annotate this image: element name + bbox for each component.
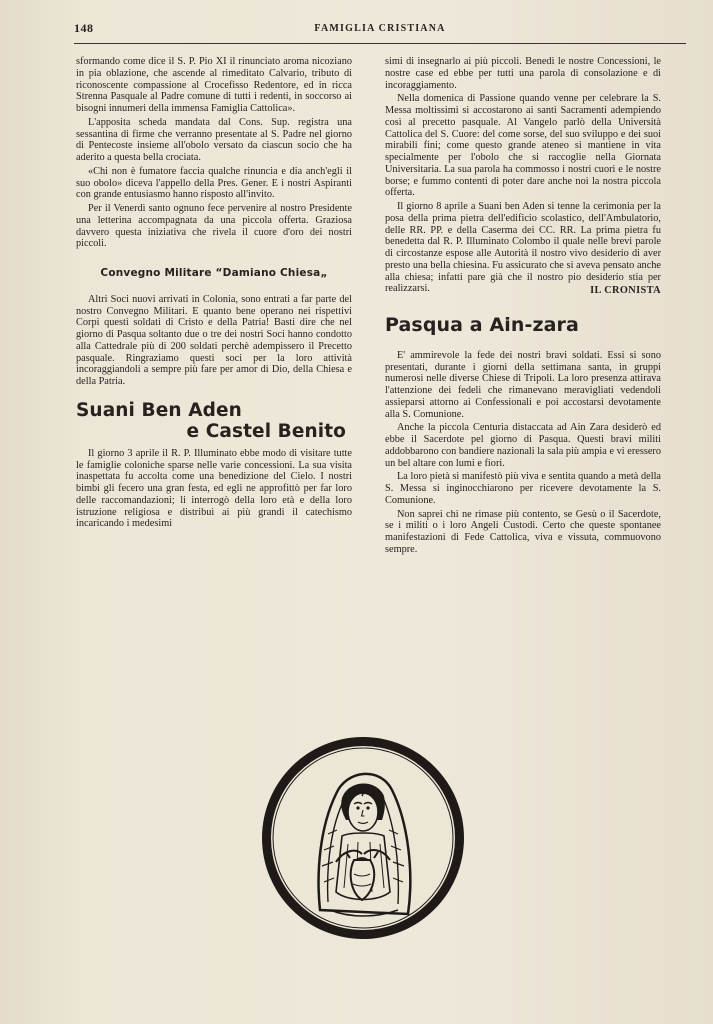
page-header: [74, 20, 686, 44]
section-heading: Pasqua a Ain-zara: [385, 313, 579, 336]
right-column: [385, 56, 661, 558]
paragraph: «Chi non è fumatore faccia qualche rinuncia e dia anch'egli il suo obolo» diceva l'appello della Pres. Gener. E i nostri Aspiranti con grande entusiasmo hanno risposto all'invito.: [76, 165, 352, 201]
paragraph: Non saprei chi ne rimase più contento, se Gesù o il Sacerdote, se i militi o i loro Angeli Custodi. Certo che queste spontanee manifestazioni di Fede Cattolica, viva e vissuta, commuovono sempre.: [385, 508, 661, 555]
paragraph: simi di insegnarlo ai più piccoli. Benedì le nostre Concessioni, le nostre case ed ebbe per tutti una parola di consolazione e di incoraggiamento.: [385, 56, 661, 91]
vignette-illustration: [258, 732, 468, 944]
section-heading: [76, 400, 352, 442]
veiled-woman-vignette-icon: [258, 732, 468, 944]
left-column: [76, 56, 352, 532]
section-heading-line-1: Suani Ben Aden: [76, 399, 242, 421]
paragraph: Altri Soci nuovi arrivati in Colonia, sono entrati a far parte del nostro Convegno Militari. E quanto bene operano nei rispettivi Corpi questi soldati di Cristo e della Patria! Basti dire che nel giorno di Pasqua soltanto due o tre dei nostri Soci hanno condotto alla Cattedrale più di 200 soldati perchè adempissero il Precetto pasquale. Ringraziamo questi soci per la loro attività incoraggiandoli a sempre più fare per amor di Dio, della Chiesa e della Patria.: [76, 293, 352, 387]
section-heading-line-2: e Castel Benito: [186, 420, 346, 442]
paragraph: Il giorno 3 aprile il R. P. Illuminato ebbe modo di visitare tutte le famiglie coloniche sparse nelle varie concessioni. La sua visita inaspettata fu accolta come una benedizione del Cielo. I nostri bimbi gli fecero una gran festa, ed egli ne approfittò per far loro delle raccomandazioni; li interrogò della loro età e della loro istruzione religiosa e distribuì ai più grandi il catechismo incaricando i medesimi: [76, 447, 352, 530]
author-signature: IL CRONISTA: [590, 285, 661, 296]
section-subheading: Convegno Militare “Damiano Chiesa„: [100, 267, 328, 279]
paragraph: La loro pietà si manifestò più viva e sentita quando a metà della S. Messa si inginocchiarono per ricevere devotamente la S. Comunione.: [385, 471, 661, 506]
paragraph: E' ammirevole la fede dei nostri bravi soldati. Essi si sono presentati, durante i giorni della settimana santa, in gruppi numerosi nelle diverse Chiese di Tripoli. La loro presenza attirava l'attenzione dei fedeli che rimanevano meravigliati vedendoli assieparsi attorno ai Confessionali e poi accostarsi devotamente alla S. Comunione.: [385, 349, 661, 420]
paragraph: sformando come dice il S. P. Pio XI il rinunciato aroma nicoziano in pia oblazione, che ascende al rimeditato Calvario, tributo di riconoscente compassione al Crocefisso Redentore, ed in ricca Strenna Pasquale al Padre comune di tutti i redenti, in soccorso ai bisogni innumeri della immensa Famiglia Cattolica».: [76, 56, 352, 114]
paragraph: Per il Venerdì santo ognuno fece pervenire al nostro Presidente una letterina accompagnata da una piccola offerta. Graziosa davvero questa iniziativa che rivela il cuore d'oro dei nostri piccoli.: [76, 203, 352, 250]
paragraph: Anche la piccola Centuria distaccata ad Ain Zara desiderò ed ebbe il Sacerdote pel giorno di Pasqua. Questi bravi militi addobbarono con bandiere nazionali la sala più ampia e vi eressero un bel altare con lumi e fiori.: [385, 422, 661, 469]
paragraph: Il giorno 8 aprile a Suani ben Aden si tenne la cerimonia per la posa della prima pietra dell'edificio scolastico, dell'Ambulatorio, delle RR. PP. e della Caserma dei CC. RR. La prima pietra fu benedetta dal R. P. Illuminato Colombo il quale nelle brevi parole di circostanze espose alle Autorità il nostro vivo desiderio di aver presto una bella chiesina. Fu assicurato che si aveva pensato anche alla chiesa; infatti pare già che il nostro pio desiderio stia per realizzarsi.: [385, 201, 661, 295]
paragraph: Nella domenica di Passione quando venne per celebrare la S. Messa moltissimi si accostarono ai santi Sacramenti adempiendo così al precetto pasquale. Al Vangelo parlò della Università Cattolica del S. Cuore: del come sorse, del suo sviluppo e dei suoi mirabili fini; come questo grande ateneo si mantiene in vita specialmente per l'obolo che si raccoglie nella Giornata Universitaria. La sua parola ha commosso i nostri cuori e le nostre borse; e fummo contenti di poter dare anche noi la nostra piccola offerta.: [385, 93, 661, 199]
running-title: FAMIGLIA CRISTIANA: [314, 23, 446, 34]
page-number: 148: [74, 21, 94, 35]
paragraph: L'apposita scheda mandata dal Cons. Sup. registra una sessantina di firme che verranno presentate al S. Padre nel giorno di Pentecoste insieme all'obolo versato da ciascun socio che ha aderito a questa bella crociata.: [76, 116, 352, 163]
